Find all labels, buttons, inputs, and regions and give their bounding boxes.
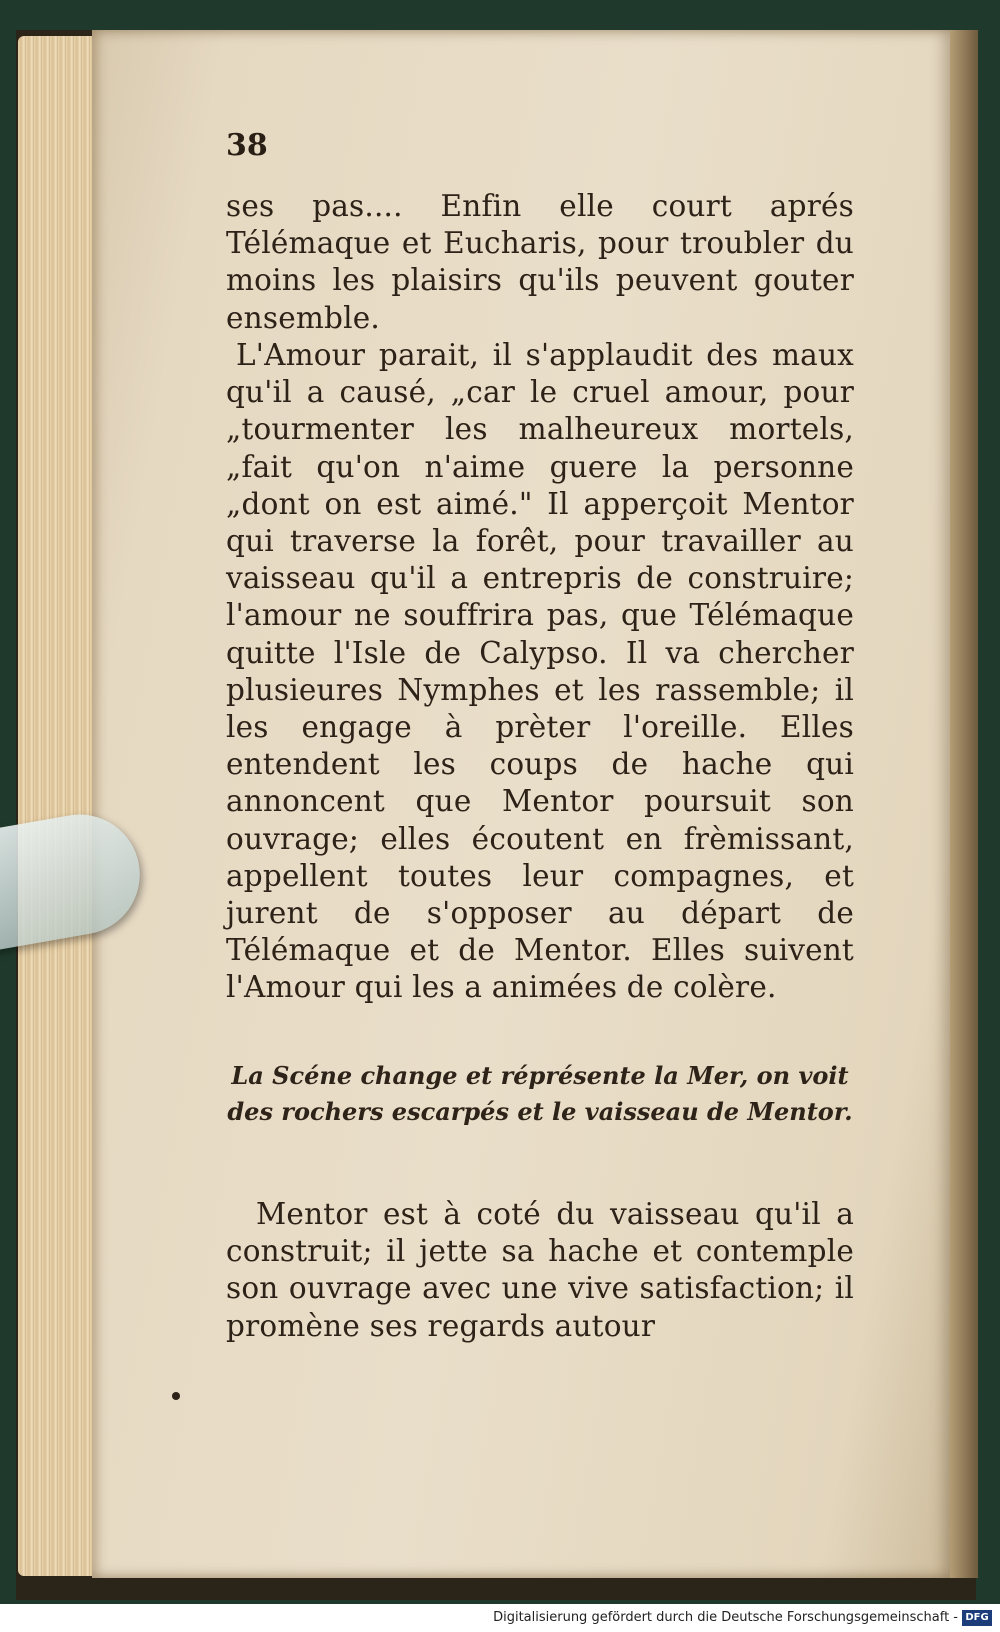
paragraph-2: L'Amour parait, il s'applaudit des maux qu'il a causé, „car le cruel amour, pour „tourmenter les malheureux mortels, „fait qu'on n'aime guere la personne „dont on est aimé." Il apperçoit Mentor qui traverse la forêt, pour travailler au vaisseau qu'il a entrepris de construire; l'amour ne souffrira pas, que Télémaque quitte l'Isle de Calypso. Il va chercher plusieures Nymphes et les rassemble; il les engage à prèter l'oreille. Elles entendent les coups de hache qui annoncent que Mentor poursuit son ouvrage; elles écoutent en frèmissant, appellent toutes leur compagnes, et jurent de s'opposer au départ de Télémaque et de Mentor. Elles suivent l'Amour qui les a animées de colère.: [226, 338, 854, 1005]
paragraph-1: ses pas.... Enfin elle court aprés Télémaque et Eucharis, pour troubler du moins les plaisirs qu'ils peuvent gouter ensemble.: [226, 189, 854, 335]
footer-credit: Digitalisierung gefördert durch die Deutsche Forschungsgemeinschaft -: [493, 1610, 958, 1625]
page-number: 38: [226, 128, 268, 163]
dfg-logo: DFG: [962, 1610, 992, 1626]
ink-dot: [172, 1392, 180, 1400]
page-gutter: [950, 30, 978, 1578]
paragraph-3: Mentor est à coté du vaisseau qu'il a construit; il jette sa hache et contemple son ouvrage avec une vive satisfaction; il promène ses regards autour: [226, 1197, 854, 1343]
scene-direction: La Scéne change et réprésente la Mer, on voit des rochers escarpés et le vaisseau de Mentor.: [227, 1061, 853, 1126]
